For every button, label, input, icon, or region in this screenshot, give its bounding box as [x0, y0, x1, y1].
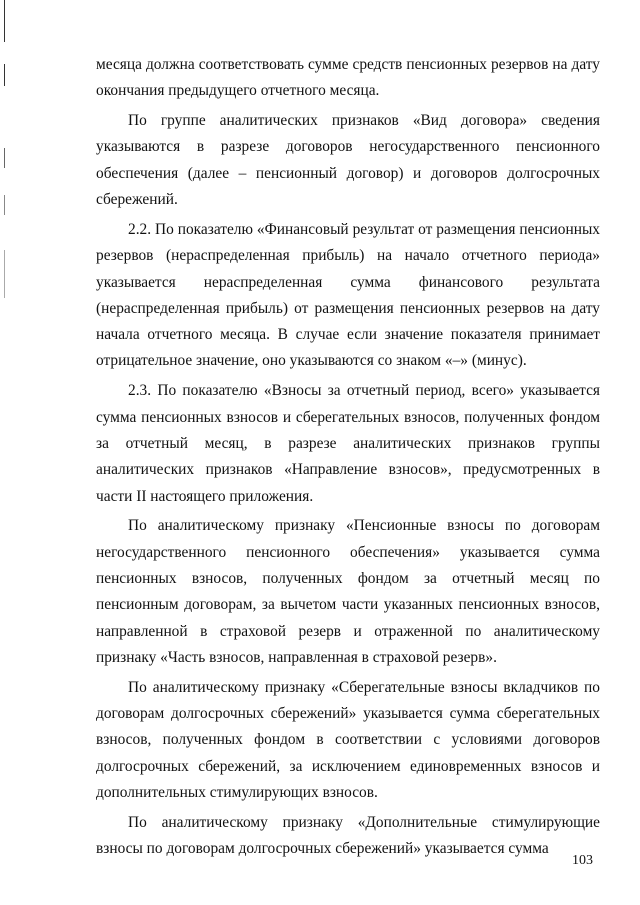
paragraph-2-3-contributions: 2.3. По показателю «Взносы за отчетный период, всего» указывается сумма пенсионных взносов и сберегательных взносов, полученных фондом за отчетный месяц, в разрезе аналитических признаков группы аналитических признаков «Направление взносов», предусмотренных в части II настоящего приложения. [96, 382, 600, 505]
margin-scan-mark [4, 148, 5, 168]
paragraph-pension-contributions: По аналитическому признаку «Пенсионные взносы по договорам негосударственного пенсионного обеспечения» указывается сумма пенсионных взносов, полученных фондом за отчетный месяц по пенсионным договорам, за вычетом части указанных пенсионных взносов, направленной в страховой резерв и отраженной по аналитическому признаку «Часть взносов, направленная в страховой резерв». [96, 517, 600, 666]
margin-scan-mark [4, 64, 5, 86]
paragraph-savings-contributions: По аналитическому признаку «Сберегательные взносы вкладчиков по договорам долгосрочных сбережений» указывается сумма сберегательных взносов, полученных фондом в соответствии с условиями договоров долгосрочных сбережений, за исключением единовременных взносов и дополнительных стимулирующих взносов. [96, 678, 600, 801]
page-number: 103 [572, 853, 593, 868]
paragraph-2-2-financial-result: 2.2. По показателю «Финансовый результат от размещения пенсионных резервов (нераспределенная прибыль) на начало отчетного периода» указывается нераспределенная сумма финансового результата (нераспределенная прибыль) от размещения пенсионных резервов на дату начала отчетного месяца. В случае если значение показателя принимает отрицательное значение, оно указываются со знаком «–» (минус). [96, 220, 600, 370]
margin-scan-mark [4, 195, 5, 215]
document-page [96, 52, 600, 866]
paragraph-continuation: месяца должна соответствовать сумме средств пенсионных резервов на дату окончания предыдущего отчетного месяца. [96, 56, 600, 100]
paragraph-additional-contributions: По аналитическому признаку «Дополнительные стимулирующие взносы по договорам долгосрочных сбережений» указывается сумма [96, 813, 600, 858]
margin-scan-mark [4, 0, 5, 42]
margin-scan-mark [4, 250, 5, 298]
paragraph-contract-type: По группе аналитических признаков «Вид договора» сведения указываются в разрезе договоров негосударственного пенсионного обеспечения (далее – пенсионный договор) и договоров долгосрочных сбережений. [96, 112, 600, 209]
